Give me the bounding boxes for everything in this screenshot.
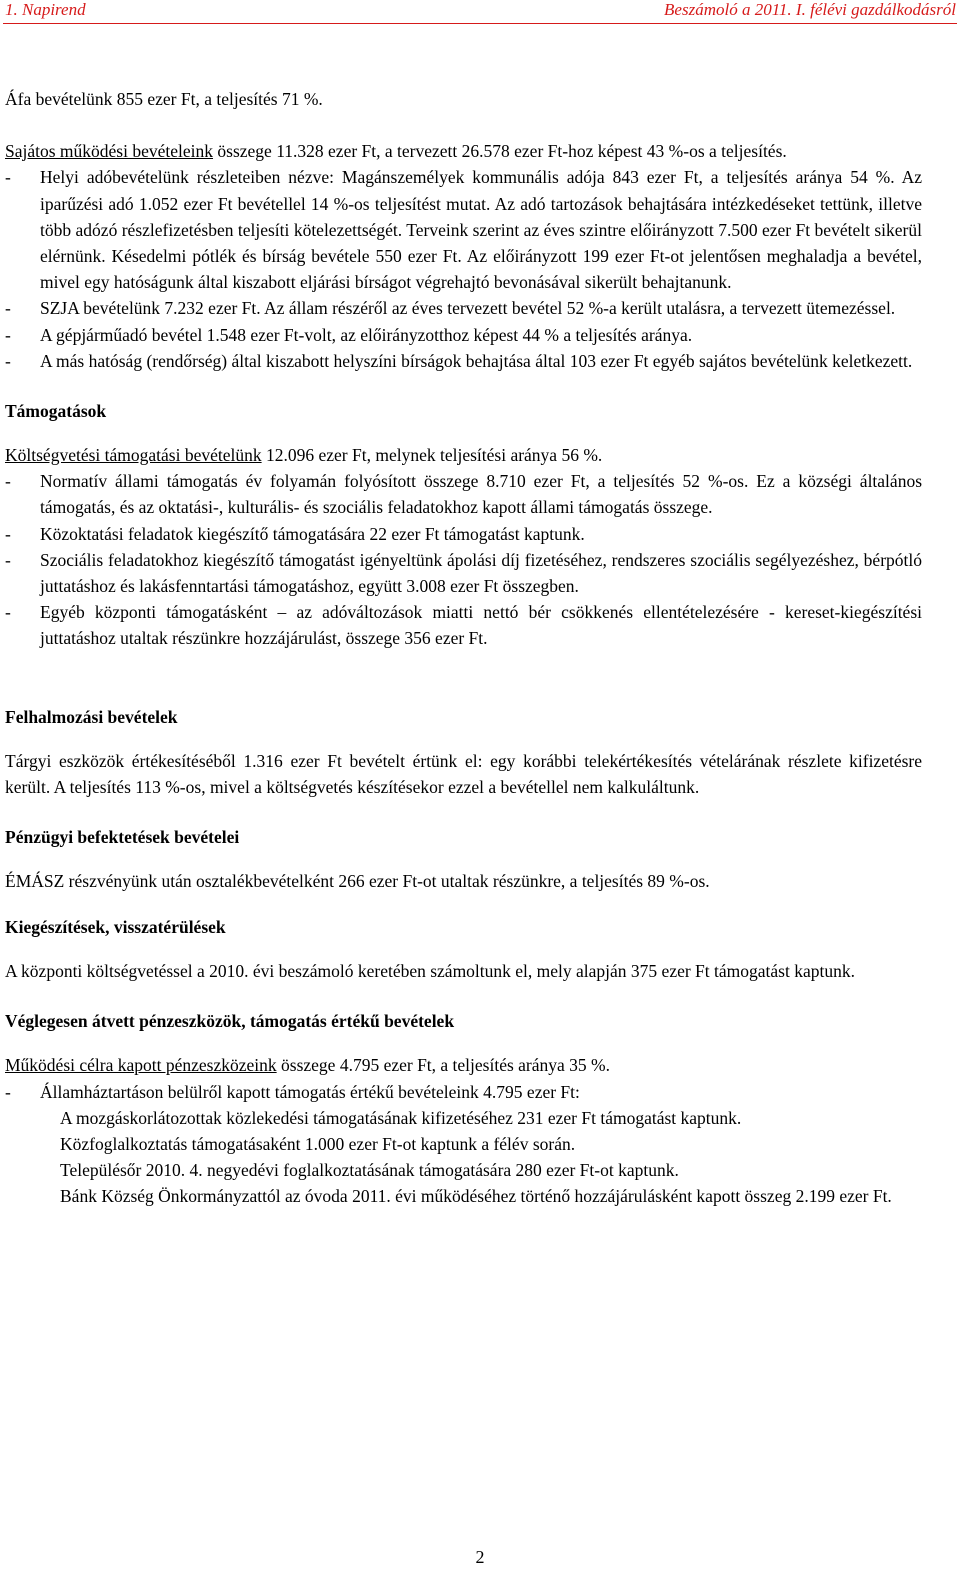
page-number: 2 [475, 1547, 485, 1567]
list-item [5, 468, 922, 520]
felhalmozasi-heading: Felhalmozási bevételek [5, 706, 178, 727]
sajatos-paragraph [5, 138, 922, 164]
penzugyi-paragraph: ÉMÁSZ részvényünk után osztalékbevételként 266 ezer Ft-ot utaltak részünkre, a teljesítés 89 %-os. [5, 871, 710, 892]
list-item-text: Államháztartáson belülről kapott támogatás értékű bevételeink 4.795 ezer Ft: [40, 1081, 580, 1102]
veglegesen-rest: összege 4.795 ezer Ft, a teljesítés aránya 35 %. [276, 1055, 610, 1076]
felhalmozasi-paragraph: Tárgyi eszközök értékesítéséből 1.316 ezer Ft bevételt értünk el: egy korábbi telekértékesítés vételárának részlete kifizetésre került. A teljesítés 113 %-os, mivel a költségvetés készítésekor ezzel a bevétellel nem kalkuláltunk. [5, 750, 922, 797]
bullet-dash: - [5, 1081, 11, 1102]
sub-item: Közfoglalkoztatás támogatásaként 1.000 ezer Ft-ot kaptunk a félév során. [60, 1134, 576, 1155]
bullet-dash: - [5, 350, 11, 371]
list-item [5, 295, 922, 321]
koltsegvetesi-link: Költségvetési támogatási bevételünk [5, 445, 262, 466]
tamogatasok-paragraph [5, 442, 922, 468]
bullet-dash: - [5, 523, 11, 544]
sub-item: Bánk Község Önkormányzattól az óvoda 2011. évi működéséhez történő hozzájárulásként kapott összeg 2.199 ezer Ft. [60, 1186, 892, 1207]
sub-item: A mozgáskorlátozottak közlekedési támogatásának kifizetéséhez 231 ezer Ft támogatást kaptunk. [60, 1107, 742, 1128]
bullet-dash: - [5, 471, 11, 492]
list-item [5, 164, 922, 295]
kiegeszitesek-paragraph: A központi költségvetéssel a 2010. évi beszámoló keretében számoltunk el, mely alapján 375 ezer Ft támogatást kaptunk. [5, 961, 855, 982]
veglegesen-sublist [5, 1105, 922, 1210]
document-body [5, 86, 922, 1210]
bullet-dash: - [5, 549, 11, 570]
bullet-dash: - [5, 602, 11, 623]
list-item [5, 521, 922, 547]
tamogatasok-heading: Támogatások [5, 401, 107, 422]
list-item-text: A gépjárműadó bevétel 1.548 ezer Ft-volt, az előirányzotthoz képest 44 % a teljesítés aránya. [40, 324, 693, 345]
veglegesen-paragraph [5, 1052, 922, 1078]
sub-item: Településőr 2010. 4. negyedévi foglalkoztatásának támogatására 280 ezer Ft-ot kaptunk. [60, 1160, 679, 1181]
header-right: Beszámoló a 2011. I. félévi gazdálkodásról [664, 0, 956, 19]
sajatos-link: Sajátos működési bevételeink [5, 141, 214, 162]
header-left: 1. Napirend [5, 0, 86, 19]
list-item-text: Szociális feladatokhoz kiegészítő támogatást igényeltünk ápolási díj fizetéséhez, rendszeres szociális segélyezéshez, bérpótló juttatáshoz és lakásfenntartási támogatáshoz, együtt 3.008 ezer Ft összegben. [40, 549, 922, 597]
bullet-dash: - [5, 167, 11, 188]
list-item [5, 599, 922, 651]
tamogatasok-bullets [5, 468, 922, 651]
list-item [5, 322, 922, 348]
afa-paragraph: Áfa bevételünk 855 ezer Ft, a teljesítés 71 %. [5, 89, 323, 109]
list-item-text: Helyi adóbevételünk részleteiben nézve: Magánszemélyek kommunális adója 843 ezer Ft, a teljesítés aránya 54 %. Az iparűzési adó 1.052 ezer Ft bevétellel 14 %-os teljesítést mutat. Az adó tartozások behajtására intézkedéseket tettünk, illetve több adózó részlefizetésben teljesíti kötelezettségét. Terveink szerint az éves szintre előirányzott 7.500 ezer Ft bevételt sikerül elérnünk. Késedelmi pótlék és bírság bevétele 550 ezer Ft. Az előirányzott 199 ezer Ft-ot jelentősen meghaladja a bevétel, mivel egy hatóságunk által kiszabott eljárási bírságot végrehajtó bevonásával sikerült behajtanunk. [40, 167, 922, 293]
list-item-text: SZJA bevételünk 7.232 ezer Ft. Az állam részéről az éves tervezett bevétel 52 %-a került utalásra, a tervezett ütemezéssel. [40, 298, 896, 319]
mukodesi-link: Működési célra kapott pénzeszközeink [5, 1055, 277, 1076]
page-header [0, 0, 960, 24]
list-item-text: Normatív állami támogatás év folyamán folyósított összege 8.710 ezer Ft, a teljesítés 52 %-os. Ez a községi általános támogatás, és az oktatási-, kulturális- és szociális feladatokhoz kapott állami támogatás összege. [40, 471, 922, 518]
header-rule [3, 23, 957, 24]
tamogatasok-rest: 12.096 ezer Ft, melynek teljesítési aránya 56 %. [261, 445, 603, 466]
list-item [5, 547, 922, 599]
list-item-text: Közoktatási feladatok kiegészítő támogatására 22 ezer Ft támogatást kaptunk. [40, 523, 585, 544]
bullet-dash: - [5, 298, 11, 319]
helyi-bullets [5, 164, 922, 374]
bullet-dash: - [5, 324, 11, 345]
list-item-text: A más hatóság (rendőrség) által kiszabott helyszíni bírságok behajtása által 103 ezer Ft egyéb sajátos bevételünk keletkezett. [40, 350, 913, 371]
sajatos-rest: összege 11.328 ezer Ft, a tervezett 26.578 ezer Ft-hoz képest 43 %-os a teljesítés. [213, 141, 787, 162]
list-item-text: Egyéb központi támogatásként – az adóváltozások miatti nettó bér csökkenés ellentételezésére - kereset-kiegészítési juttatáshoz utaltak részünkre hozzájárulást, összege 356 ezer Ft. [40, 602, 922, 649]
kiegeszitesek-heading: Kiegészítések, visszatérülések [5, 917, 226, 938]
veglegesen-bullets [5, 1079, 922, 1105]
list-item [5, 1079, 922, 1105]
list-item [5, 348, 922, 374]
penzugyi-heading: Pénzügyi befektetések bevételei [5, 827, 240, 848]
veglegesen-heading: Véglegesen átvett pénzeszközök, támogatás értékű bevételek [5, 1011, 455, 1032]
